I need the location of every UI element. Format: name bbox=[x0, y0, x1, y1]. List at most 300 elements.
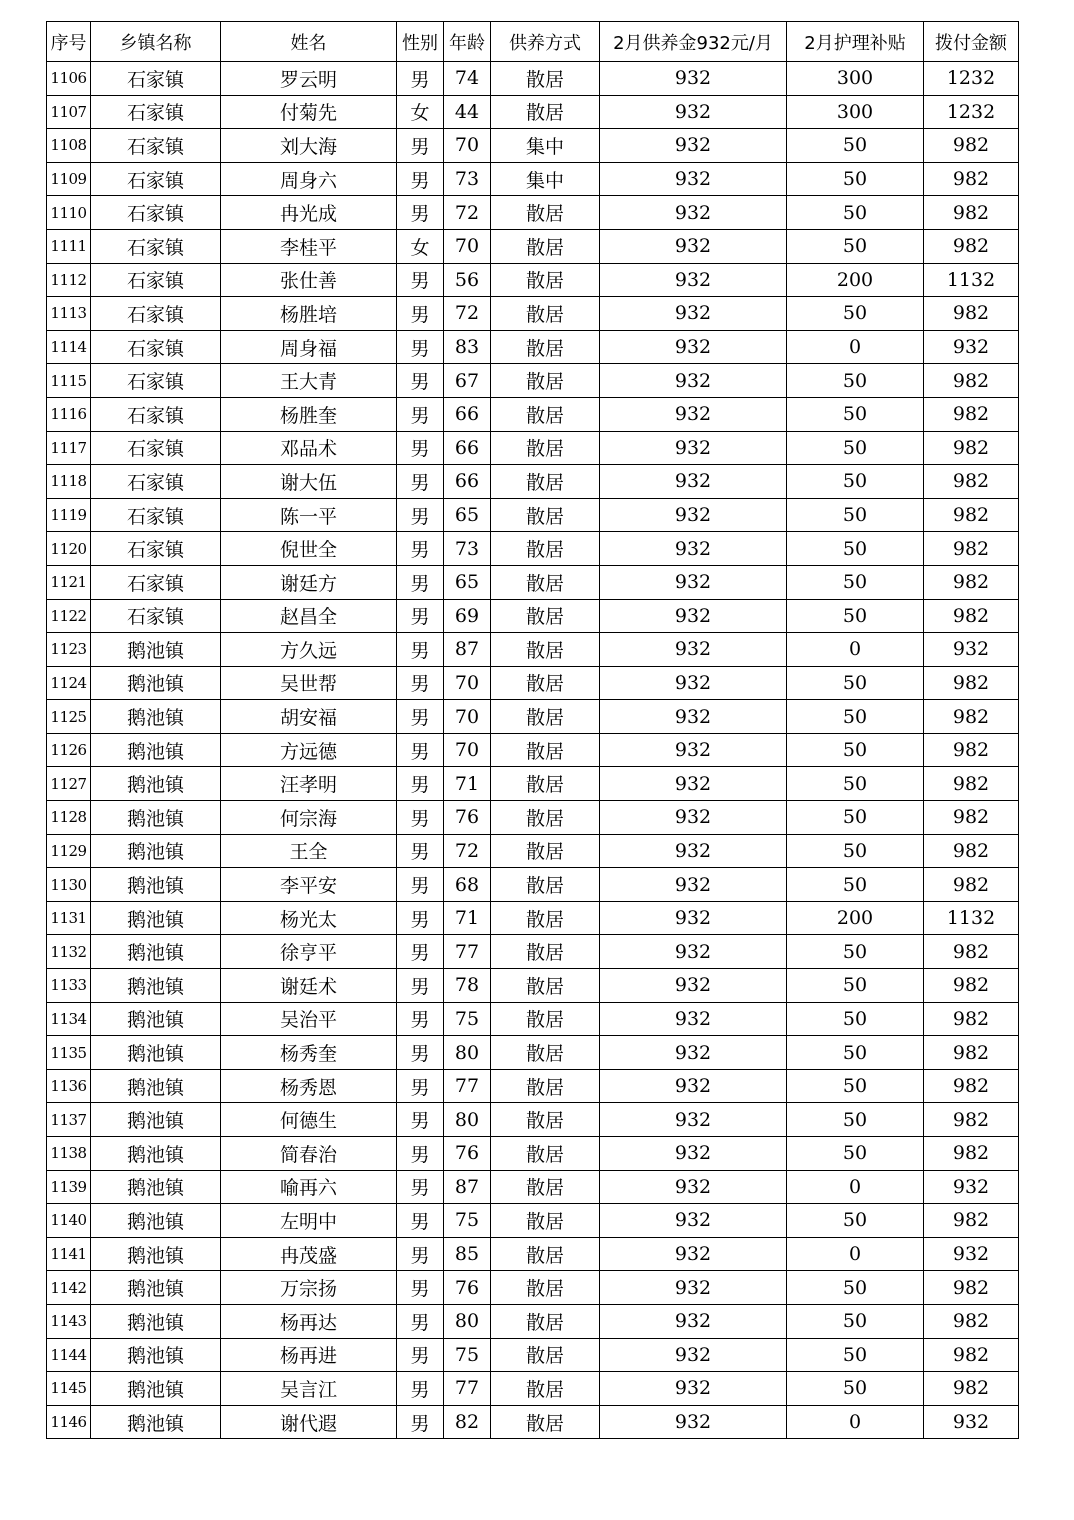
town-name-cell: 鹅池镇 bbox=[91, 700, 221, 734]
row-number-cell: 1145 bbox=[47, 1372, 91, 1406]
support-type-cell: 散居 bbox=[491, 532, 600, 566]
town-name-cell: 鹅池镇 bbox=[91, 1237, 221, 1271]
support-fund-cell: 932 bbox=[600, 801, 787, 835]
support-type-cell: 散居 bbox=[491, 1237, 600, 1271]
table-row bbox=[47, 969, 1019, 1003]
gender-cell: 男 bbox=[397, 1304, 444, 1338]
gender-cell: 男 bbox=[397, 801, 444, 835]
support-fund-cell: 932 bbox=[600, 969, 787, 1003]
care-subsidy-cell: 50 bbox=[787, 666, 924, 700]
support-type-cell: 散居 bbox=[491, 1372, 600, 1406]
care-subsidy-cell: 50 bbox=[787, 1338, 924, 1372]
support-type-cell: 散居 bbox=[491, 1204, 600, 1238]
table-row bbox=[47, 1036, 1019, 1070]
total-amount-cell: 982 bbox=[924, 431, 1019, 465]
table-row bbox=[47, 431, 1019, 465]
person-name-cell: 张仕善 bbox=[221, 263, 397, 297]
row-number-cell: 1144 bbox=[47, 1338, 91, 1372]
support-type-cell: 散居 bbox=[491, 834, 600, 868]
table-row bbox=[47, 1271, 1019, 1305]
total-amount-cell: 982 bbox=[924, 1338, 1019, 1372]
support-fund-cell: 932 bbox=[600, 465, 787, 499]
support-type-cell: 散居 bbox=[491, 297, 600, 331]
town-name-cell: 石家镇 bbox=[91, 62, 221, 96]
row-number-cell: 1120 bbox=[47, 532, 91, 566]
row-number-cell: 1110 bbox=[47, 196, 91, 230]
header-cell: 乡镇名称 bbox=[91, 22, 221, 62]
support-type-cell: 散居 bbox=[491, 1405, 600, 1439]
table-row bbox=[47, 901, 1019, 935]
support-fund-cell: 932 bbox=[600, 1338, 787, 1372]
support-type-cell: 集中 bbox=[491, 162, 600, 196]
care-subsidy-cell: 50 bbox=[787, 1304, 924, 1338]
age-cell: 75 bbox=[444, 1002, 491, 1036]
town-name-cell: 鹅池镇 bbox=[91, 633, 221, 667]
total-amount-cell: 982 bbox=[924, 498, 1019, 532]
town-name-cell: 石家镇 bbox=[91, 465, 221, 499]
table-row bbox=[47, 532, 1019, 566]
care-subsidy-cell: 50 bbox=[787, 1002, 924, 1036]
support-type-cell: 散居 bbox=[491, 700, 600, 734]
age-cell: 73 bbox=[444, 162, 491, 196]
gender-cell: 男 bbox=[397, 129, 444, 163]
row-number-cell: 1128 bbox=[47, 801, 91, 835]
care-subsidy-cell: 50 bbox=[787, 1372, 924, 1406]
total-amount-cell: 1232 bbox=[924, 62, 1019, 96]
age-cell: 76 bbox=[444, 1271, 491, 1305]
care-subsidy-cell: 50 bbox=[787, 868, 924, 902]
gender-cell: 男 bbox=[397, 1103, 444, 1137]
row-number-cell: 1109 bbox=[47, 162, 91, 196]
town-name-cell: 鹅池镇 bbox=[91, 1405, 221, 1439]
table-row bbox=[47, 868, 1019, 902]
total-amount-cell: 982 bbox=[924, 733, 1019, 767]
person-name-cell: 汪孝明 bbox=[221, 767, 397, 801]
total-amount-cell: 982 bbox=[924, 162, 1019, 196]
care-subsidy-cell: 50 bbox=[787, 297, 924, 331]
row-number-cell: 1121 bbox=[47, 565, 91, 599]
table-row bbox=[47, 364, 1019, 398]
care-subsidy-cell: 50 bbox=[787, 565, 924, 599]
age-cell: 77 bbox=[444, 1069, 491, 1103]
support-type-cell: 散居 bbox=[491, 364, 600, 398]
total-amount-cell: 982 bbox=[924, 1036, 1019, 1070]
town-name-cell: 鹅池镇 bbox=[91, 868, 221, 902]
age-cell: 71 bbox=[444, 767, 491, 801]
total-amount-cell: 982 bbox=[924, 1372, 1019, 1406]
gender-cell: 男 bbox=[397, 1405, 444, 1439]
total-amount-cell: 982 bbox=[924, 297, 1019, 331]
total-amount-cell: 982 bbox=[924, 196, 1019, 230]
support-fund-cell: 932 bbox=[600, 767, 787, 801]
table-row bbox=[47, 498, 1019, 532]
person-name-cell: 付菊先 bbox=[221, 95, 397, 129]
support-type-cell: 散居 bbox=[491, 801, 600, 835]
row-number-cell: 1130 bbox=[47, 868, 91, 902]
age-cell: 66 bbox=[444, 465, 491, 499]
support-fund-cell: 932 bbox=[600, 532, 787, 566]
age-cell: 80 bbox=[444, 1036, 491, 1070]
row-number-cell: 1122 bbox=[47, 599, 91, 633]
age-cell: 82 bbox=[444, 1405, 491, 1439]
person-name-cell: 方久远 bbox=[221, 633, 397, 667]
gender-cell: 男 bbox=[397, 1237, 444, 1271]
row-number-cell: 1143 bbox=[47, 1304, 91, 1338]
support-fund-cell: 932 bbox=[600, 129, 787, 163]
support-type-cell: 散居 bbox=[491, 767, 600, 801]
care-subsidy-cell: 0 bbox=[787, 1237, 924, 1271]
support-fund-cell: 932 bbox=[600, 1204, 787, 1238]
total-amount-cell: 982 bbox=[924, 364, 1019, 398]
row-number-cell: 1140 bbox=[47, 1204, 91, 1238]
table-row bbox=[47, 95, 1019, 129]
support-type-cell: 散居 bbox=[491, 935, 600, 969]
age-cell: 67 bbox=[444, 364, 491, 398]
support-fund-cell: 932 bbox=[600, 229, 787, 263]
person-name-cell: 杨胜培 bbox=[221, 297, 397, 331]
header-cell: 供养方式 bbox=[491, 22, 600, 62]
table-row bbox=[47, 129, 1019, 163]
age-cell: 85 bbox=[444, 1237, 491, 1271]
row-number-cell: 1133 bbox=[47, 969, 91, 1003]
support-fund-cell: 932 bbox=[600, 1002, 787, 1036]
gender-cell: 男 bbox=[397, 1137, 444, 1171]
support-type-cell: 散居 bbox=[491, 397, 600, 431]
support-fund-cell: 932 bbox=[600, 1137, 787, 1171]
table-row bbox=[47, 196, 1019, 230]
gender-cell: 男 bbox=[397, 1372, 444, 1406]
total-amount-cell: 982 bbox=[924, 767, 1019, 801]
support-fund-cell: 932 bbox=[600, 62, 787, 96]
gender-cell: 男 bbox=[397, 1069, 444, 1103]
table-row bbox=[47, 834, 1019, 868]
care-subsidy-cell: 50 bbox=[787, 465, 924, 499]
table-row bbox=[47, 465, 1019, 499]
care-subsidy-cell: 50 bbox=[787, 532, 924, 566]
support-fund-cell: 932 bbox=[600, 1304, 787, 1338]
row-number-cell: 1139 bbox=[47, 1170, 91, 1204]
gender-cell: 男 bbox=[397, 834, 444, 868]
row-number-cell: 1131 bbox=[47, 901, 91, 935]
table-row bbox=[47, 162, 1019, 196]
support-type-cell: 散居 bbox=[491, 901, 600, 935]
care-subsidy-cell: 50 bbox=[787, 1069, 924, 1103]
table-row bbox=[47, 229, 1019, 263]
town-name-cell: 鹅池镇 bbox=[91, 901, 221, 935]
town-name-cell: 石家镇 bbox=[91, 364, 221, 398]
header-cell: 姓名 bbox=[221, 22, 397, 62]
total-amount-cell: 982 bbox=[924, 969, 1019, 1003]
care-subsidy-cell: 50 bbox=[787, 364, 924, 398]
support-fund-cell: 932 bbox=[600, 834, 787, 868]
row-number-cell: 1136 bbox=[47, 1069, 91, 1103]
support-type-cell: 散居 bbox=[491, 599, 600, 633]
support-fund-cell: 932 bbox=[600, 700, 787, 734]
total-amount-cell: 982 bbox=[924, 1002, 1019, 1036]
total-amount-cell: 982 bbox=[924, 1137, 1019, 1171]
person-name-cell: 李平安 bbox=[221, 868, 397, 902]
age-cell: 70 bbox=[444, 229, 491, 263]
total-amount-cell: 932 bbox=[924, 330, 1019, 364]
row-number-cell: 1137 bbox=[47, 1103, 91, 1137]
care-subsidy-cell: 50 bbox=[787, 935, 924, 969]
row-number-cell: 1117 bbox=[47, 431, 91, 465]
table-row bbox=[47, 733, 1019, 767]
person-name-cell: 赵昌全 bbox=[221, 599, 397, 633]
age-cell: 77 bbox=[444, 1372, 491, 1406]
person-name-cell: 杨秀奎 bbox=[221, 1036, 397, 1070]
support-type-cell: 散居 bbox=[491, 498, 600, 532]
total-amount-cell: 1132 bbox=[924, 901, 1019, 935]
support-fund-cell: 932 bbox=[600, 633, 787, 667]
table-row bbox=[47, 1069, 1019, 1103]
gender-cell: 男 bbox=[397, 498, 444, 532]
person-name-cell: 简春治 bbox=[221, 1137, 397, 1171]
row-number-cell: 1106 bbox=[47, 62, 91, 96]
age-cell: 70 bbox=[444, 733, 491, 767]
row-number-cell: 1146 bbox=[47, 1405, 91, 1439]
gender-cell: 男 bbox=[397, 1002, 444, 1036]
gender-cell: 男 bbox=[397, 633, 444, 667]
total-amount-cell: 932 bbox=[924, 633, 1019, 667]
age-cell: 75 bbox=[444, 1204, 491, 1238]
row-number-cell: 1107 bbox=[47, 95, 91, 129]
row-number-cell: 1142 bbox=[47, 1271, 91, 1305]
header-cell: 序号 bbox=[47, 22, 91, 62]
gender-cell: 男 bbox=[397, 263, 444, 297]
support-fund-cell: 932 bbox=[600, 901, 787, 935]
gender-cell: 男 bbox=[397, 196, 444, 230]
support-fund-cell: 932 bbox=[600, 263, 787, 297]
support-type-cell: 散居 bbox=[491, 1002, 600, 1036]
age-cell: 72 bbox=[444, 834, 491, 868]
person-name-cell: 胡安福 bbox=[221, 700, 397, 734]
age-cell: 70 bbox=[444, 666, 491, 700]
person-name-cell: 刘大海 bbox=[221, 129, 397, 163]
table-row bbox=[47, 700, 1019, 734]
town-name-cell: 鹅池镇 bbox=[91, 935, 221, 969]
town-name-cell: 鹅池镇 bbox=[91, 1271, 221, 1305]
row-number-cell: 1134 bbox=[47, 1002, 91, 1036]
age-cell: 72 bbox=[444, 297, 491, 331]
gender-cell: 男 bbox=[397, 297, 444, 331]
age-cell: 75 bbox=[444, 1338, 491, 1372]
row-number-cell: 1123 bbox=[47, 633, 91, 667]
town-name-cell: 鹅池镇 bbox=[91, 1338, 221, 1372]
care-subsidy-cell: 50 bbox=[787, 1103, 924, 1137]
person-name-cell: 谢廷方 bbox=[221, 565, 397, 599]
care-subsidy-cell: 50 bbox=[787, 969, 924, 1003]
support-type-cell: 散居 bbox=[491, 1137, 600, 1171]
town-name-cell: 石家镇 bbox=[91, 599, 221, 633]
row-number-cell: 1119 bbox=[47, 498, 91, 532]
table-row bbox=[47, 1338, 1019, 1372]
row-number-cell: 1112 bbox=[47, 263, 91, 297]
support-fund-cell: 932 bbox=[600, 297, 787, 331]
person-name-cell: 李桂平 bbox=[221, 229, 397, 263]
support-fund-cell: 932 bbox=[600, 1237, 787, 1271]
support-type-cell: 散居 bbox=[491, 1338, 600, 1372]
support-fund-cell: 932 bbox=[600, 599, 787, 633]
table-row bbox=[47, 263, 1019, 297]
town-name-cell: 鹅池镇 bbox=[91, 1069, 221, 1103]
gender-cell: 男 bbox=[397, 935, 444, 969]
gender-cell: 男 bbox=[397, 1036, 444, 1070]
support-type-cell: 散居 bbox=[491, 229, 600, 263]
gender-cell: 男 bbox=[397, 364, 444, 398]
row-number-cell: 1114 bbox=[47, 330, 91, 364]
age-cell: 87 bbox=[444, 633, 491, 667]
table-row bbox=[47, 1204, 1019, 1238]
total-amount-cell: 982 bbox=[924, 1271, 1019, 1305]
person-name-cell: 万宗扬 bbox=[221, 1271, 397, 1305]
gender-cell: 男 bbox=[397, 599, 444, 633]
header-row bbox=[47, 22, 1019, 62]
age-cell: 69 bbox=[444, 599, 491, 633]
support-fund-cell: 932 bbox=[600, 1069, 787, 1103]
care-subsidy-cell: 50 bbox=[787, 834, 924, 868]
person-name-cell: 吴言江 bbox=[221, 1372, 397, 1406]
gender-cell: 男 bbox=[397, 1204, 444, 1238]
row-number-cell: 1135 bbox=[47, 1036, 91, 1070]
town-name-cell: 石家镇 bbox=[91, 297, 221, 331]
care-subsidy-cell: 50 bbox=[787, 599, 924, 633]
support-type-cell: 散居 bbox=[491, 969, 600, 1003]
gender-cell: 男 bbox=[397, 162, 444, 196]
support-type-cell: 集中 bbox=[491, 129, 600, 163]
care-subsidy-cell: 0 bbox=[787, 330, 924, 364]
support-fund-cell: 932 bbox=[600, 431, 787, 465]
care-subsidy-cell: 50 bbox=[787, 431, 924, 465]
gender-cell: 男 bbox=[397, 901, 444, 935]
person-name-cell: 谢代遐 bbox=[221, 1405, 397, 1439]
total-amount-cell: 982 bbox=[924, 229, 1019, 263]
total-amount-cell: 982 bbox=[924, 1069, 1019, 1103]
care-subsidy-cell: 50 bbox=[787, 196, 924, 230]
gender-cell: 女 bbox=[397, 95, 444, 129]
support-fund-cell: 932 bbox=[600, 1103, 787, 1137]
table-row bbox=[47, 330, 1019, 364]
table-row bbox=[47, 397, 1019, 431]
total-amount-cell: 932 bbox=[924, 1170, 1019, 1204]
table-row bbox=[47, 767, 1019, 801]
person-name-cell: 何宗海 bbox=[221, 801, 397, 835]
town-name-cell: 鹅池镇 bbox=[91, 666, 221, 700]
town-name-cell: 石家镇 bbox=[91, 431, 221, 465]
support-fund-cell: 932 bbox=[600, 1036, 787, 1070]
table-row bbox=[47, 565, 1019, 599]
care-subsidy-cell: 50 bbox=[787, 498, 924, 532]
person-name-cell: 倪世全 bbox=[221, 532, 397, 566]
total-amount-cell: 982 bbox=[924, 935, 1019, 969]
total-amount-cell: 982 bbox=[924, 532, 1019, 566]
table-row bbox=[47, 1170, 1019, 1204]
support-fund-cell: 932 bbox=[600, 935, 787, 969]
person-name-cell: 徐亨平 bbox=[221, 935, 397, 969]
person-name-cell: 左明中 bbox=[221, 1204, 397, 1238]
person-name-cell: 周身福 bbox=[221, 330, 397, 364]
total-amount-cell: 982 bbox=[924, 397, 1019, 431]
support-type-cell: 散居 bbox=[491, 196, 600, 230]
table-row bbox=[47, 1372, 1019, 1406]
care-subsidy-cell: 50 bbox=[787, 767, 924, 801]
person-name-cell: 何德生 bbox=[221, 1103, 397, 1137]
total-amount-cell: 982 bbox=[924, 1103, 1019, 1137]
header-cell: 2月供养金932元/月 bbox=[600, 22, 787, 62]
gender-cell: 男 bbox=[397, 431, 444, 465]
header-cell: 年龄 bbox=[444, 22, 491, 62]
support-fund-cell: 932 bbox=[600, 666, 787, 700]
support-fund-cell: 932 bbox=[600, 733, 787, 767]
support-type-cell: 散居 bbox=[491, 95, 600, 129]
row-number-cell: 1127 bbox=[47, 767, 91, 801]
total-amount-cell: 932 bbox=[924, 1405, 1019, 1439]
total-amount-cell: 982 bbox=[924, 465, 1019, 499]
support-fund-cell: 932 bbox=[600, 397, 787, 431]
table-row bbox=[47, 1137, 1019, 1171]
town-name-cell: 鹅池镇 bbox=[91, 767, 221, 801]
person-name-cell: 吴治平 bbox=[221, 1002, 397, 1036]
care-subsidy-cell: 0 bbox=[787, 633, 924, 667]
age-cell: 78 bbox=[444, 969, 491, 1003]
gender-cell: 男 bbox=[397, 330, 444, 364]
header-cell: 拨付金额 bbox=[924, 22, 1019, 62]
person-name-cell: 杨再进 bbox=[221, 1338, 397, 1372]
support-type-cell: 散居 bbox=[491, 1069, 600, 1103]
support-fund-cell: 932 bbox=[600, 1372, 787, 1406]
table-row bbox=[47, 666, 1019, 700]
support-fund-cell: 932 bbox=[600, 162, 787, 196]
table-row bbox=[47, 599, 1019, 633]
person-name-cell: 冉茂盛 bbox=[221, 1237, 397, 1271]
gender-cell: 男 bbox=[397, 1338, 444, 1372]
care-subsidy-cell: 50 bbox=[787, 162, 924, 196]
age-cell: 66 bbox=[444, 397, 491, 431]
table-row bbox=[47, 1304, 1019, 1338]
person-name-cell: 杨胜奎 bbox=[221, 397, 397, 431]
care-subsidy-cell: 50 bbox=[787, 1271, 924, 1305]
person-name-cell: 杨再达 bbox=[221, 1304, 397, 1338]
support-type-cell: 散居 bbox=[491, 633, 600, 667]
row-number-cell: 1113 bbox=[47, 297, 91, 331]
row-number-cell: 1138 bbox=[47, 1137, 91, 1171]
support-type-cell: 散居 bbox=[491, 263, 600, 297]
gender-cell: 男 bbox=[397, 733, 444, 767]
gender-cell: 男 bbox=[397, 397, 444, 431]
age-cell: 65 bbox=[444, 498, 491, 532]
support-type-cell: 散居 bbox=[491, 465, 600, 499]
care-subsidy-cell: 50 bbox=[787, 700, 924, 734]
table-row bbox=[47, 1405, 1019, 1439]
town-name-cell: 石家镇 bbox=[91, 532, 221, 566]
support-fund-cell: 932 bbox=[600, 1271, 787, 1305]
town-name-cell: 鹅池镇 bbox=[91, 1304, 221, 1338]
age-cell: 80 bbox=[444, 1103, 491, 1137]
support-type-cell: 散居 bbox=[491, 1304, 600, 1338]
row-number-cell: 1115 bbox=[47, 364, 91, 398]
table-row bbox=[47, 1237, 1019, 1271]
person-name-cell: 王大青 bbox=[221, 364, 397, 398]
table-row bbox=[47, 633, 1019, 667]
support-type-cell: 散居 bbox=[491, 666, 600, 700]
person-name-cell: 谢大伍 bbox=[221, 465, 397, 499]
support-fund-cell: 932 bbox=[600, 498, 787, 532]
support-fund-cell: 932 bbox=[600, 1405, 787, 1439]
row-number-cell: 1116 bbox=[47, 397, 91, 431]
town-name-cell: 鹅池镇 bbox=[91, 1103, 221, 1137]
support-type-cell: 散居 bbox=[491, 62, 600, 96]
total-amount-cell: 982 bbox=[924, 666, 1019, 700]
